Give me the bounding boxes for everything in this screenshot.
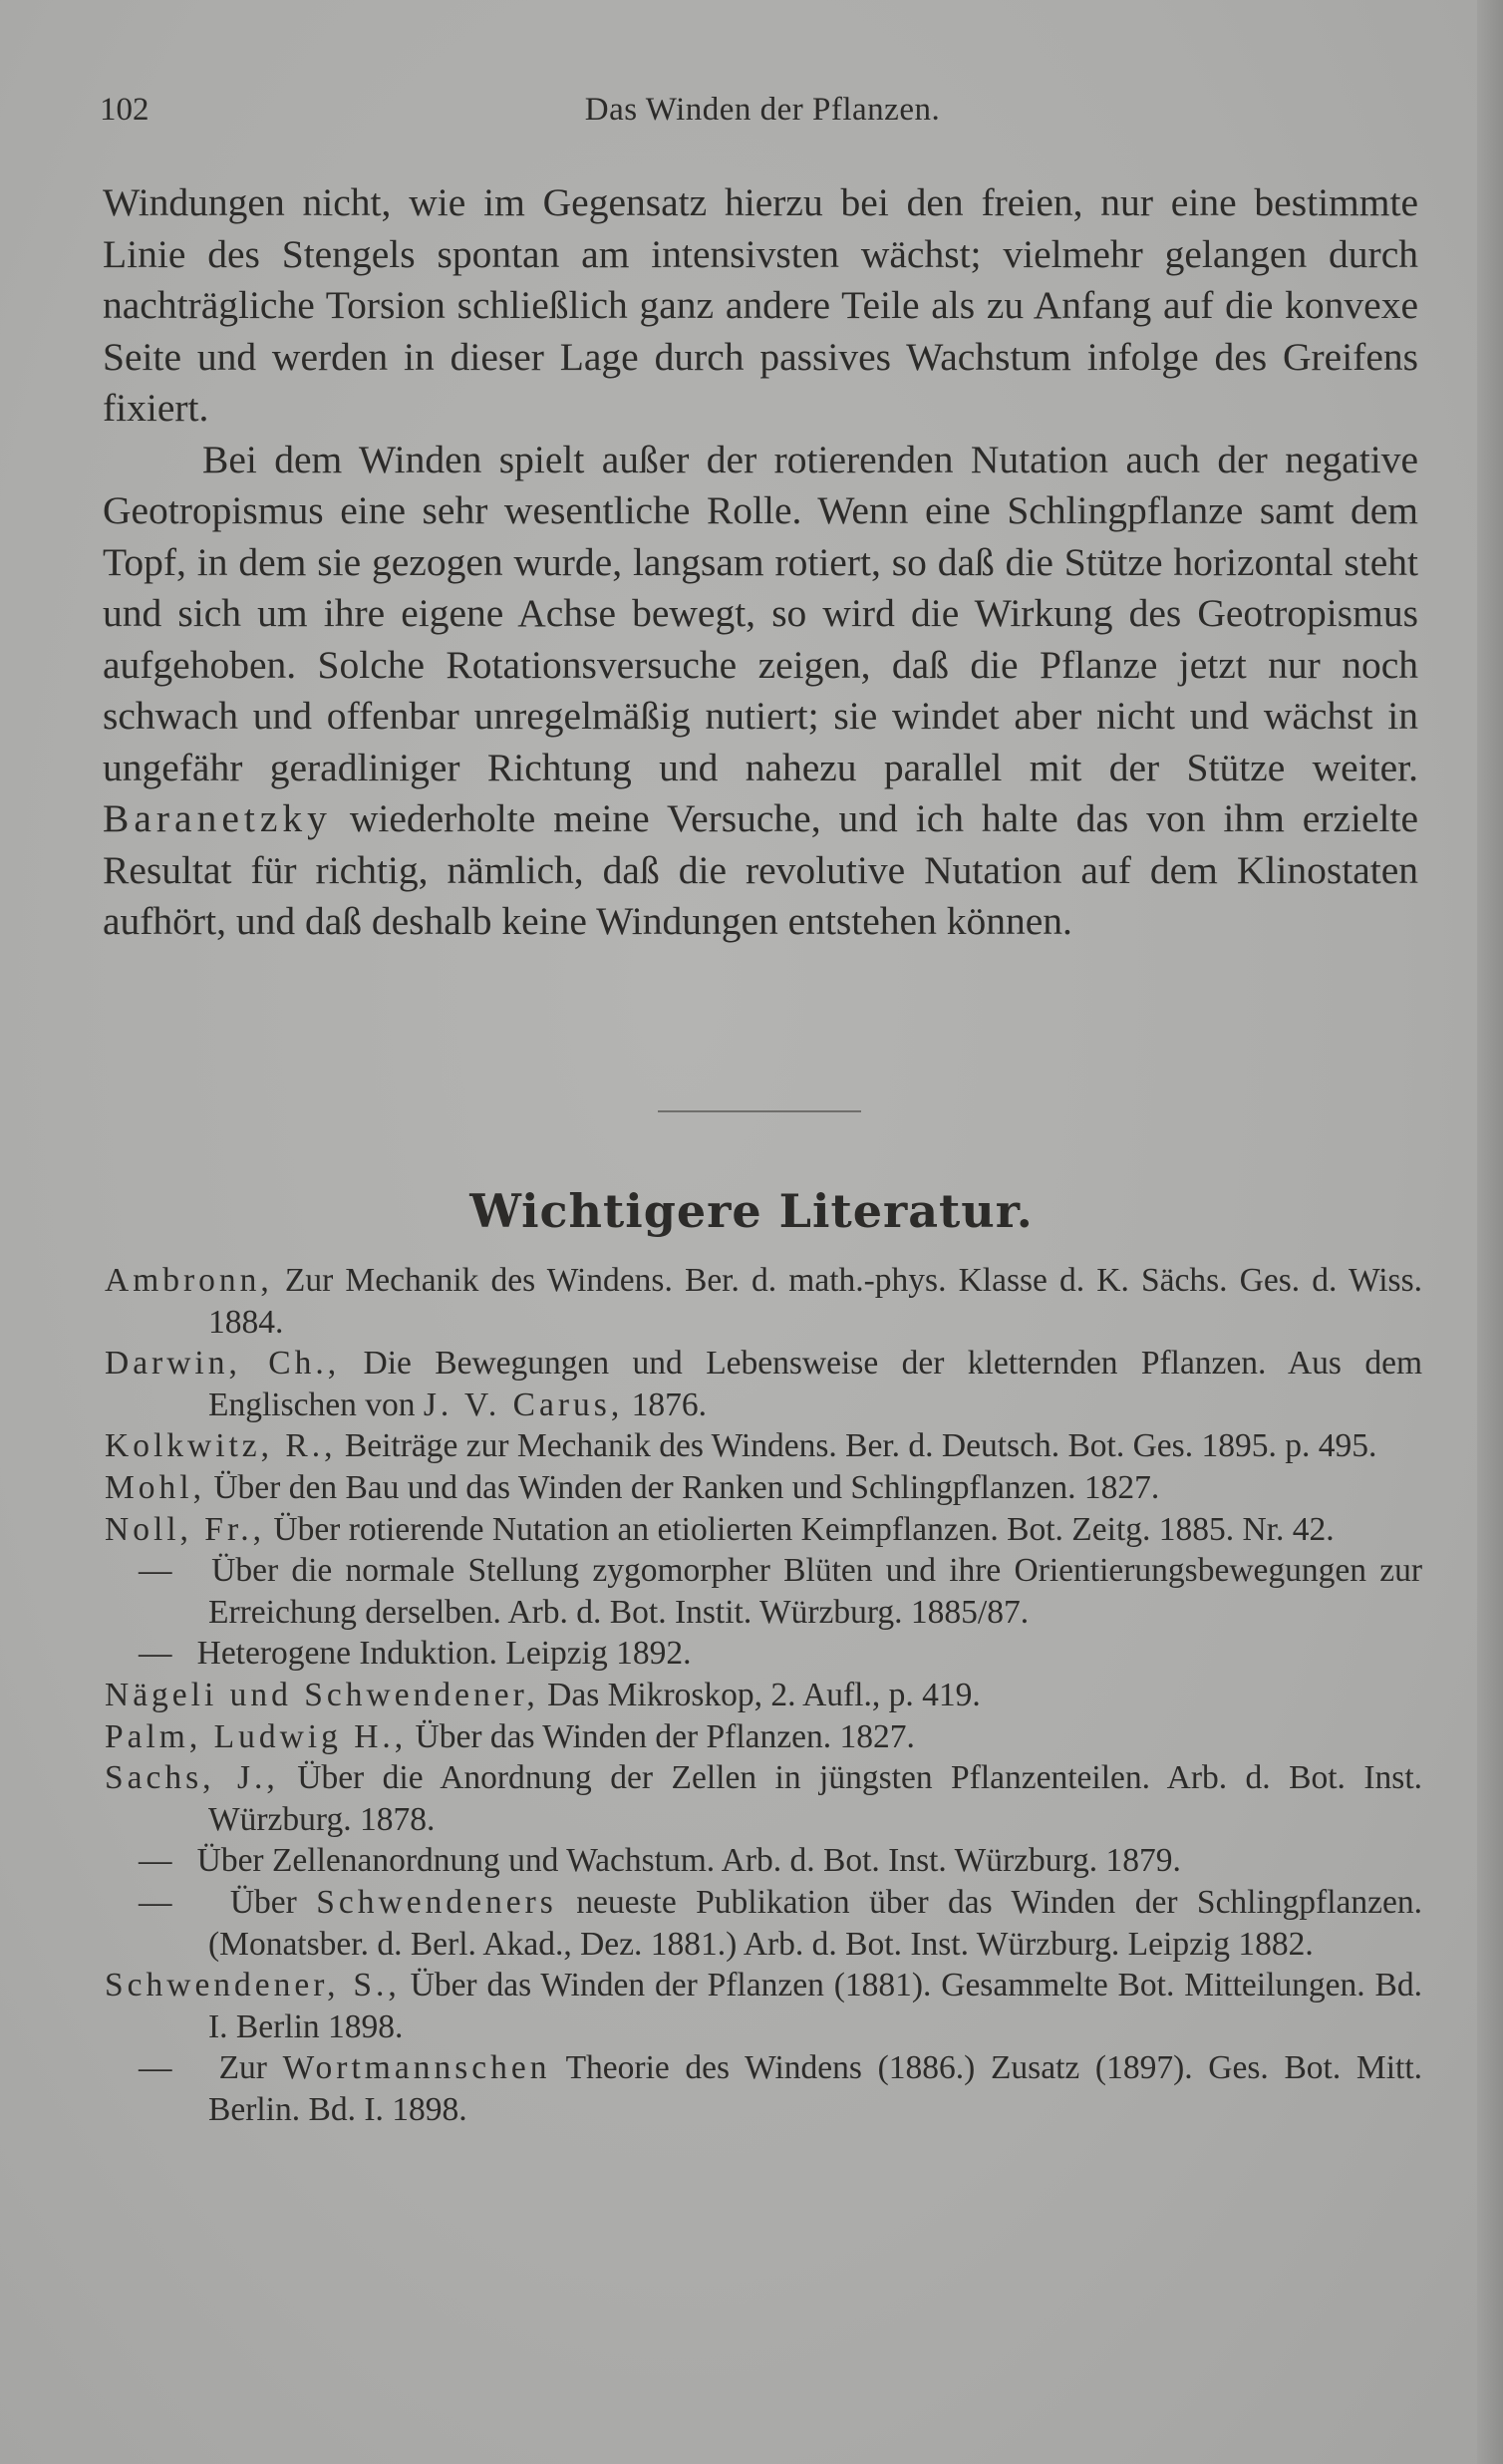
reference-inline-name: Schwendeners xyxy=(316,1883,557,1921)
reference-item xyxy=(105,1425,1422,1467)
reference-text-before: Zur xyxy=(218,2049,267,2087)
reference-dash: — xyxy=(139,2049,172,2087)
reference-item xyxy=(105,1675,1422,1716)
reference-text: Die Bewegungen und Lebensweise der kletternden Pflanzen. Aus dem Englischen von xyxy=(208,1345,1423,1423)
reference-author: Kolkwitz, R., xyxy=(105,1427,337,1465)
reference-text: Heterogene Induktion. Leipzig 1892. xyxy=(196,1635,692,1673)
reference-text: Theorie des Windens (1886.) Zusatz (1897). Ges. Bot. Mitt. Berlin. Bd. I. 1898. xyxy=(208,2049,1423,2128)
reference-author: Noll, Fr., xyxy=(105,1510,265,1548)
reference-item xyxy=(105,1343,1422,1425)
reference-text: Über die Anordnung der Zellen in jüngsten Pflanzenteilen. Arb. d. Bot. Inst. Würzburg. 1878. xyxy=(208,1759,1422,1838)
paragraph-2-start: Bei dem Winden spielt außer der rotierenden Nutation auch der negative Geotropismus eine sehr wesentliche Rolle. Wenn eine Schlingpflanze samt dem Topf, in dem sie gezogen wurde, langsam rotiert, so daß die Stütze horizontal steht und sich um ihre eigene Achse bewegt, so wird die Wirkung des Geotropismus aufgehoben. Solche Rotationsversuche zeigen, daß die Pflanze jetzt nur noch schwach und offenbar unregelmäßig nutiert; sie windet aber nicht und wächst in ungefähr geradliniger Richtung und nahezu parallel mit der Stütze weiter. xyxy=(103,437,1418,789)
reference-item xyxy=(105,1965,1422,2047)
reference-text: Zur Mechanik des Windens. Ber. d. math.-phys. Klasse d. K. Sächs. Ges. d. Wiss. 1884. xyxy=(208,1262,1422,1341)
reference-author: Darwin, Ch., xyxy=(105,1345,341,1383)
paragraph-2-end: wiederholte meine Versuche, und ich halte das von ihm erzielte Resultat für richtig, nämlich, daß die revolutive Nutation auf dem Klinostaten aufhört, und daß deshalb keine Windungen entstehen können. xyxy=(103,796,1419,943)
page-number: 102 xyxy=(100,92,150,128)
reference-item xyxy=(105,1467,1422,1509)
reference-author: Sachs, J., xyxy=(105,1759,279,1797)
reference-text: Das Mikroskop, 2. Aufl., p. 419. xyxy=(547,1676,981,1713)
reference-text: Über das Winden der Pflanzen (1881). Gesammelte Bot. Mitteilungen. Bd. I. Berlin 1898. xyxy=(208,1967,1422,2045)
reference-text: Über die normale Stellung zygomorpher Blüten und ihre Orientierungsbewegungen zur Erreichung derselben. Arb. d. Bot. Instit. Würzburg. 1885/87. xyxy=(208,1552,1422,1631)
reference-item xyxy=(105,1509,1422,1551)
reference-text: Über rotierende Nutation an etiolierten Keimpflanzen. Bot. Zeitg. 1885. Nr. 42. xyxy=(273,1510,1335,1548)
reference-subitem xyxy=(105,1633,1422,1675)
reference-subitem xyxy=(105,1840,1422,1882)
page-header xyxy=(100,92,1425,142)
author-name-baranetzky: Baranetzky xyxy=(103,796,332,840)
reference-text: Über das Winden der Pflanzen. 1827. xyxy=(415,1717,915,1755)
reference-author: Mohl, xyxy=(105,1468,205,1506)
reference-text: Beiträge zur Mechanik des Windens. Ber. d. Deutsch. Bot. Ges. 1895. p. 495. xyxy=(344,1427,1377,1465)
paragraph-2 xyxy=(103,435,1418,948)
reference-subitem xyxy=(105,2047,1422,2130)
reference-dash: — xyxy=(139,1842,172,1880)
reference-inline-name: Wortmannschen xyxy=(282,2049,551,2087)
reference-author: Schwendener, S., xyxy=(105,1967,401,2004)
section-divider xyxy=(658,1110,861,1112)
reference-item xyxy=(105,1260,1422,1343)
reference-inline-name: J. V. Carus, xyxy=(423,1386,624,1423)
reference-dash: — xyxy=(139,1635,172,1673)
reference-author: Nägeli und Schwendener, xyxy=(105,1676,539,1713)
reference-subitem xyxy=(105,1550,1422,1633)
body-text xyxy=(103,177,1418,948)
reference-author: Palm, Ludwig H., xyxy=(105,1717,408,1755)
reference-author: Ambronn, xyxy=(105,1262,273,1299)
reference-item xyxy=(105,1716,1422,1758)
reference-subitem xyxy=(105,1882,1422,1965)
reference-text: Über Zellenanordnung und Wachstum. Arb. d. Bot. Inst. Würzburg. 1879. xyxy=(196,1842,1181,1880)
literature-list xyxy=(105,1260,1422,2130)
reference-item xyxy=(105,1757,1422,1840)
reference-text: neueste Publikation über das Winden der Schlingpflanzen. (Monatsber. d. Berl. Akad., Dez. 1881.) Arb. d. Bot. Inst. Würzburg. Leipzig 1882. xyxy=(208,1883,1422,1963)
reference-text-before: Über xyxy=(229,1883,297,1921)
running-title: Das Winden der Pflanzen. xyxy=(584,92,941,128)
reference-dash: — xyxy=(139,1552,172,1590)
paragraph-1: Windungen nicht, wie im Gegensatz hierzu bei den freien, nur eine bestimmte Linie des Stengels spontan am intensivsten wächst; vielmehr gelangen durch nachträgliche Torsion schließlich ganz andere Teile als zu Anfang auf die konvexe Seite und werden in dieser Lage durch passives Wachstum infolge des Greifens fixiert. xyxy=(103,180,1418,430)
literature-heading: Wichtigere Literatur. xyxy=(469,1184,1034,1238)
reference-text-after: 1876. xyxy=(631,1386,707,1423)
reference-text: Über den Bau und das Winden der Ranken und Schlingpflanzen. 1827. xyxy=(213,1468,1160,1506)
reference-dash: — xyxy=(139,1883,172,1921)
